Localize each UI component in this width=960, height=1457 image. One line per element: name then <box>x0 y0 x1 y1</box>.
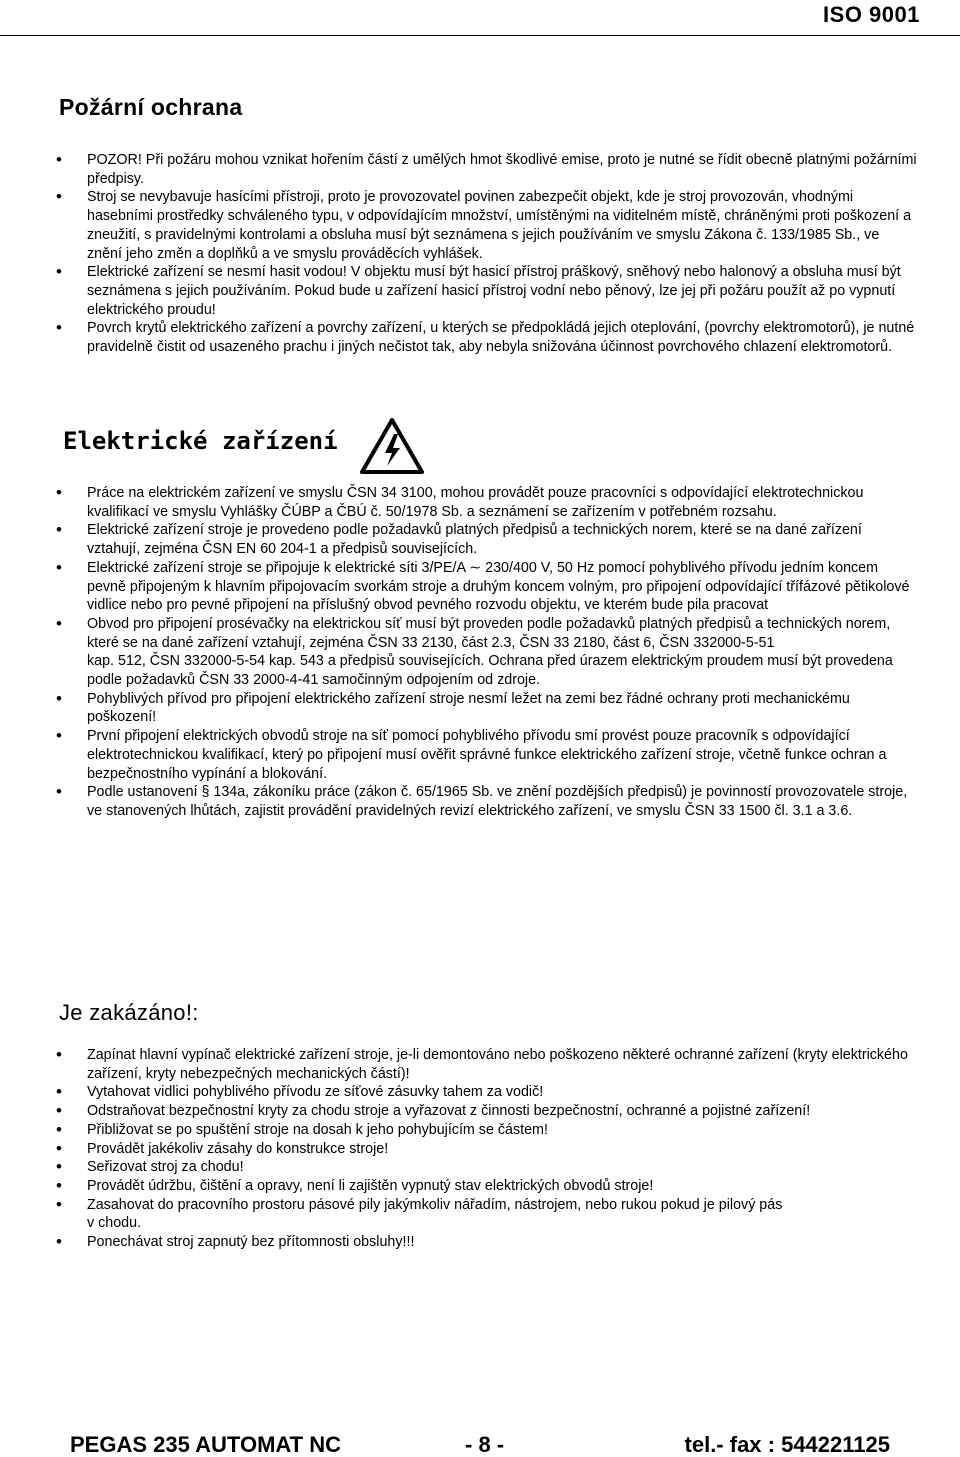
footer-model: PEGAS 235 AUTOMAT NC <box>70 1432 341 1457</box>
list-item <box>56 319 918 356</box>
high-voltage-warning-icon <box>360 418 424 474</box>
item-text: Obvod pro připojení prosévačky na elektrickou síť musí být proveden podle požadavků platných předpisů a technických norem, které se na dané zařízení vztahují, zejména ČSN 33 2130, část 2.3, ČSN 33 2180, část 6, ČSN 332000-5-51 kap. 512, ČSN 332000-5-54 kap. 543 a předpisů souvisejících. Ochrana před úrazem elektrickým proudem musí být provedena podle požadavků ČSN 33 2000-4-41 samočinným odpojením od zdroje. <box>87 615 893 689</box>
section-title-forbidden: Je zakázáno!: <box>59 1000 199 1025</box>
item-text: Elektrické zařízení stroje je provedeno podle požadavků platných předpisů a technických norem, které se na dané zařízení vztahují, zejména ČSN EN 60 204-1 a předpisů souvisejících. <box>87 522 862 558</box>
fire-protection-list <box>56 151 918 357</box>
list-item <box>56 151 918 188</box>
item-text: Zasahovat do pracovního prostoru pásové pily jakýmkoliv nářadím, nástrojem, nebo rukou pokud je pilový pás v chodu. <box>87 1196 783 1232</box>
item-text: Práce na elektrickém zařízení ve smyslu ČSN 34 3100, mohou provádět pouze pracovníci s odpovídající elektrotechnickou kvalifikací ve smyslu Vyhlášky ČÚBP a ČBÚ č. 50/1978 Sb. a seznámení se zařízením v potřebném rozsahu. <box>87 485 864 520</box>
item-text: Provádět údržbu, čištění a opravy, není li zajištěn vypnutý stav elektrických obvodů stroje! <box>87 1177 654 1194</box>
list-item <box>56 263 918 319</box>
item-text: Vytahovat vidlici pohyblivého přívodu ze síťové zásuvky tahem za vodič! <box>87 1084 544 1101</box>
item-text: Podle ustanovení § 134a, zákoníku práce (zákon č. 65/1965 Sb. ve znění pozdějších předpisů) je povinností provozovatele stroje, ve stanovených lhůtách, zajistit provádění pravidelných revizí elektrického zařízení, ve smyslu ČSN 33 1500 čl. 3.1 a 3.6. <box>87 784 908 819</box>
item-text: Seřizovat stroj za chodu! <box>87 1159 244 1176</box>
section-title-electrical: Elektrické zařízení <box>63 427 338 455</box>
list-item <box>56 615 918 690</box>
list-item <box>56 690 918 727</box>
page-footer <box>70 1426 900 1457</box>
header-rule <box>0 35 960 36</box>
item-text: První připojení elektrických obvodů stroje na síť pomocí pohyblivého přívodu smí provést pouze pracovník s odpovídající elektrotechnickou kvalifikací, který po připojení musí ověřit správné funkce elektrického zařízení stroje, včetně funkce ochran a bezpečnostního vypínání a blokování. <box>87 728 887 782</box>
list-item <box>56 1177 918 1196</box>
list-item <box>56 521 918 558</box>
item-text: POZOR! Při požáru mohou vznikat hořením částí z umělých hmot škodlivé emise, proto je nutné se řídit obecně platnými požárními předpisy. <box>87 152 917 187</box>
list-item <box>56 1083 918 1102</box>
list-item <box>56 783 918 820</box>
item-text: Povrch krytů elektrického zařízení a povrchy zařízení, u kterých se předpokládá jejich oteplování, (povrchy elektromotorů), je nutné pravidelně čistit od usazeného prachu i jiných nečistot tak, aby nebyla snižována účinnost povrchového chlazení elektromotorů. <box>87 320 915 356</box>
item-text: Přibližovat se po spuštění stroje na dosah k jeho pohybujícím se částem! <box>87 1121 548 1138</box>
item-text: Provádět jakékoliv zásahy do konstrukce stroje! <box>87 1140 389 1157</box>
footer-page-number: - 8 - <box>465 1432 505 1457</box>
list-item <box>56 1158 918 1177</box>
electrical-list <box>56 484 918 821</box>
list-item <box>56 1121 918 1140</box>
section-title-fire-protection: Požární ochrana <box>59 94 243 120</box>
list-item <box>56 484 918 521</box>
list-item <box>56 188 918 263</box>
list-item <box>56 1196 918 1233</box>
list-item <box>56 1140 918 1159</box>
item-text: Ponechávat stroj zapnutý bez přítomnosti obsluhy!!! <box>87 1234 415 1251</box>
list-item <box>56 1046 918 1083</box>
footer-contact: tel.- fax : 544221125 <box>684 1432 890 1457</box>
item-text: Elektrické zařízení stroje se připojuje k elektrické síti 3/PE/A ∼ 230/400 V, 50 Hz pomocí pohyblivého přívodu jedním koncem pevně připojeným k hlavním připojovacím svorkám stroje a druhým koncem volným, pro připojení odpovídající třífázové pětikolové vidlice nebo pro pevné připojení na příslušný obvod pevného rozvodu objektu, ve kterém bude pila pracovat <box>87 559 910 614</box>
item-text: Odstraňovat bezpečnostní kryty za chodu stroje a vyřazovat z činnosti bezpečnostní, ochranné a pojistné zařízení! <box>87 1103 811 1120</box>
item-text: Stroj se nevybavuje hasícími přístroji, proto je provozovatel povinen zabezpečit objekt, kde je stroj provozován, vhodnými hasebními prostředky schváleného typu, v odpovídajícím množství, umístěnými na viditelném místě, chráněnými proti poškození a zneužití, s pravidelnými kontrolami a obsluha musí být seznámena s jejich používáním ve smyslu Zákona č. 133/1985 Sb., ve znění jeho změn a doplňků a ve smyslu prováděcích vyhlášek. <box>87 189 912 262</box>
list-item <box>56 1102 918 1121</box>
forbidden-list <box>56 1046 918 1252</box>
item-text: Zapínat hlavní vypínač elektrické zařízení stroje, je-li demontováno nebo poškozeno některé ochranné zařízení (kryty elektrického zařízení, kryty nebezpečných mechanických částí)! <box>87 1047 908 1082</box>
item-text: Elektrické zařízení se nesmí hasit vodou! V objektu musí být hasicí přístroj práškový, sněhový nebo halonový a obsluha musí být seznámena s jejich používáním. Pokud bude u zařízení hasicí přístroj vodní nebo pěnový, lze jej při požáru použít až po vypnutí elektrického proudu! <box>87 264 901 318</box>
list-item <box>56 559 918 615</box>
document-code: ISO 9001 <box>823 2 920 27</box>
item-text: Pohyblivých přívod pro připojení elektrického zařízení stroje nesmí ležet na zemi bez řádné ochrany proti mechanickému poškození! <box>87 690 850 726</box>
list-item <box>56 1233 918 1252</box>
list-item <box>56 727 918 783</box>
